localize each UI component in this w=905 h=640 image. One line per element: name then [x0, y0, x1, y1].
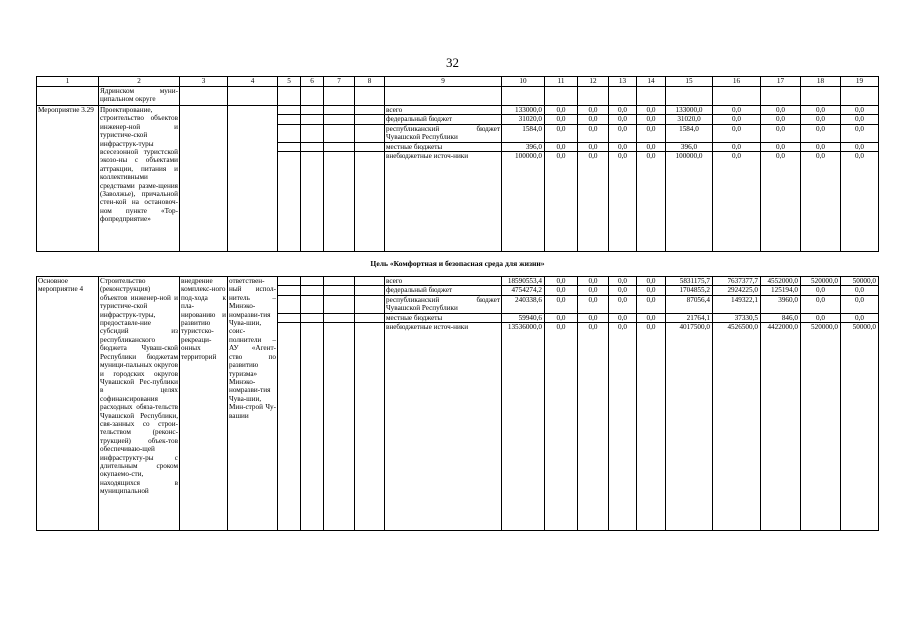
value-cell: 0,0 [801, 124, 841, 142]
header-cell: 17 [761, 77, 801, 87]
header-cell: 8 [355, 77, 385, 87]
funding-source: федеральный бюджет [385, 286, 502, 295]
value-cell: 0,0 [578, 142, 609, 151]
header-cell: 9 [385, 77, 502, 87]
value-cell: 0,0 [545, 106, 578, 115]
value-cell: 0,0 [637, 142, 666, 151]
value-cell: 3960,0 [761, 295, 801, 313]
value-cell: 0,0 [801, 106, 841, 115]
value-cell: 7637377,7 [713, 277, 761, 286]
measure-description: Проектирование, строительство объектов инженер-ной и туристиче-ской инфраструк-туры всесезонной туристской экозо-ны с объектами аттракции, питания и коллективными средствами разме-щения (Заволжье), причальной стен-кой на остановоч-ном пункте «Тор-фопредприятие» [99, 106, 180, 252]
value-cell: 0,0 [713, 142, 761, 151]
header-cell: 7 [324, 77, 355, 87]
value-cell: 0,0 [801, 152, 841, 252]
funding-source: всего [385, 106, 502, 115]
value-cell: 0,0 [713, 115, 761, 124]
value-cell: 133000,0 [666, 106, 713, 115]
value-cell: 50000,0 [841, 277, 879, 286]
funding-source: федеральный бюджет [385, 115, 502, 124]
value-cell: 0,0 [841, 124, 879, 142]
funding-source: внебюджетные источ-ники [385, 323, 502, 531]
value-cell: 5831175,7 [666, 277, 713, 286]
value-cell: 0,0 [637, 295, 666, 313]
value-cell: 0,0 [578, 286, 609, 295]
funding-source: внебюджетные источ-ники [385, 152, 502, 252]
value-cell: 0,0 [578, 277, 609, 286]
value-cell: 0,0 [609, 295, 637, 313]
value-cell: 0,0 [761, 142, 801, 151]
value-cell: 0,0 [637, 323, 666, 531]
value-cell: 0,0 [578, 124, 609, 142]
goal-heading: Цель «Комфортная и безопасная среда для жизни» [37, 252, 879, 277]
value-cell: 31020,0 [666, 115, 713, 124]
value-cell: 0,0 [761, 106, 801, 115]
header-cell: 2 [99, 77, 180, 87]
value-cell: 0,0 [637, 124, 666, 142]
value-cell: 0,0 [609, 124, 637, 142]
value-cell: 0,0 [761, 124, 801, 142]
value-cell: 149322,1 [713, 295, 761, 313]
value-cell: 87056,4 [666, 295, 713, 313]
continuation-row [37, 87, 879, 106]
value-cell: 0,0 [637, 115, 666, 124]
value-cell: 4422000,0 [761, 323, 801, 531]
value-cell: 0,0 [841, 286, 879, 295]
header-cell: 1 [37, 77, 99, 87]
value-cell: 0,0 [609, 152, 637, 252]
header-cell: 10 [502, 77, 545, 87]
header-cell: 18 [801, 77, 841, 87]
value-cell: 240338,6 [502, 295, 545, 313]
header-cell: 4 [228, 77, 278, 87]
value-cell: 520000,0 [801, 323, 841, 531]
page-number: 32 [446, 55, 459, 70]
value-cell: 0,0 [578, 313, 609, 322]
value-cell: 0,0 [609, 286, 637, 295]
value-cell: 4526500,0 [713, 323, 761, 531]
expected-result: внедрение комплекс-ного под-хода к пла-нированию и развитию туристско-рекреаци-онных территорий [180, 277, 228, 531]
value-cell: 0,0 [637, 106, 666, 115]
value-cell: 0,0 [841, 142, 879, 151]
value-cell: 0,0 [713, 106, 761, 115]
goal-row [37, 252, 879, 277]
header-cell: 12 [578, 77, 609, 87]
value-cell: 1584,0 [666, 124, 713, 142]
value-cell: 0,0 [609, 313, 637, 322]
value-cell: 0,0 [841, 152, 879, 252]
value-cell: 0,0 [637, 313, 666, 322]
measure-code: Мероприятие 3.29 [37, 106, 99, 252]
value-cell: 0,0 [609, 142, 637, 151]
value-cell: 59940,6 [502, 313, 545, 322]
value-cell: 0,0 [801, 142, 841, 151]
value-cell: 0,0 [545, 323, 578, 531]
value-cell: 21764,1 [666, 313, 713, 322]
value-cell: 125194,0 [761, 286, 801, 295]
value-cell: 520000,0 [801, 277, 841, 286]
header-cell: 19 [841, 77, 879, 87]
table-row [37, 106, 879, 115]
header-row [37, 77, 879, 87]
value-cell: 0,0 [578, 106, 609, 115]
value-cell: 4552000,0 [761, 277, 801, 286]
funding-source: местные бюджеты [385, 313, 502, 322]
value-cell: 0,0 [637, 152, 666, 252]
value-cell: 396,0 [502, 142, 545, 151]
value-cell: 0,0 [713, 124, 761, 142]
value-cell: 0,0 [578, 152, 609, 252]
value-cell: 0,0 [609, 115, 637, 124]
value-cell: 4017500,0 [666, 323, 713, 531]
value-cell: 0,0 [841, 313, 879, 322]
header-cell: 5 [278, 77, 301, 87]
funding-source: всего [385, 277, 502, 286]
value-cell: 0,0 [545, 286, 578, 295]
value-cell: 846,0 [761, 313, 801, 322]
value-cell: 0,0 [545, 295, 578, 313]
value-cell: 13536000,0 [502, 323, 545, 531]
value-cell: 0,0 [545, 277, 578, 286]
value-cell: 0,0 [545, 124, 578, 142]
header-cell: 13 [609, 77, 637, 87]
table-row [37, 277, 879, 286]
value-cell: 0,0 [609, 106, 637, 115]
value-cell: 0,0 [578, 323, 609, 531]
value-cell: 0,0 [545, 115, 578, 124]
value-cell: 0,0 [841, 295, 879, 313]
funding-source: местные бюджеты [385, 142, 502, 151]
value-cell: 0,0 [761, 152, 801, 252]
value-cell: 0,0 [637, 277, 666, 286]
responsible-executor: ответствен-ный испол-нитель – Минэко-номразви-тия Чува-шии, соис-полнители – АУ «Агент-ство по развитию туризма» Минэко-номразви-тия Чува-шии, Мин-строй Чу-вашии [228, 277, 278, 531]
value-cell: 0,0 [609, 277, 637, 286]
value-cell: 0,0 [801, 295, 841, 313]
measure-description: Строительство (реконструкция) объектов инженер-ной и туристиче-ской инфраструк-туры, предоставле-ние субсидий из республиканского бюджета Чуваш-ской Республики бюджетам муници-пальных округов и городских округов Чувашской Рес-публики в целях софинансирования расходных обяза-тельств Чувашской Республики, свя-занных со строи-тельством (реконс-трукцией) объек-тов обеспечиваю-щей инфраструкту-ры с длительным сроком окупаемо-сти, находящихся в муниципальной [99, 277, 180, 531]
value-cell: 18590553,4 [502, 277, 545, 286]
header-cell: 15 [666, 77, 713, 87]
value-cell: 0,0 [841, 106, 879, 115]
header-cell: 6 [301, 77, 324, 87]
value-cell: 50000,0 [841, 323, 879, 531]
value-cell: 0,0 [801, 313, 841, 322]
value-cell: 0,0 [637, 286, 666, 295]
program-table [36, 76, 879, 531]
value-cell: 0,0 [761, 115, 801, 124]
header-cell: 14 [637, 77, 666, 87]
value-cell: 1584,0 [502, 124, 545, 142]
value-cell: 0,0 [545, 142, 578, 151]
value-cell: 31020,0 [502, 115, 545, 124]
continuation-text: Ядринском муни-ципальном округе [99, 87, 180, 106]
value-cell: 396,0 [666, 142, 713, 151]
funding-source: республиканский бюджет Чувашской Республики [386, 295, 500, 313]
value-cell: 37330,5 [713, 313, 761, 322]
value-cell: 100000,0 [666, 152, 713, 252]
value-cell: 0,0 [801, 286, 841, 295]
measure-code: Основное мероприятие 4 [37, 277, 99, 531]
value-cell: 0,0 [713, 152, 761, 252]
value-cell: 0,0 [801, 115, 841, 124]
header-cell: 16 [713, 77, 761, 87]
value-cell: 0,0 [609, 323, 637, 531]
value-cell: 100000,0 [502, 152, 545, 252]
value-cell: 1704855,2 [666, 286, 713, 295]
value-cell: 0,0 [578, 115, 609, 124]
header-cell: 3 [180, 77, 228, 87]
value-cell: 0,0 [545, 313, 578, 322]
value-cell: 133000,0 [502, 106, 545, 115]
value-cell: 0,0 [841, 115, 879, 124]
value-cell: 0,0 [578, 295, 609, 313]
value-cell: 0,0 [545, 152, 578, 252]
funding-source: республиканский бюджет Чувашской Республики [386, 124, 500, 142]
header-cell: 11 [545, 77, 578, 87]
value-cell: 4754274,2 [502, 286, 545, 295]
value-cell: 2924225,0 [713, 286, 761, 295]
